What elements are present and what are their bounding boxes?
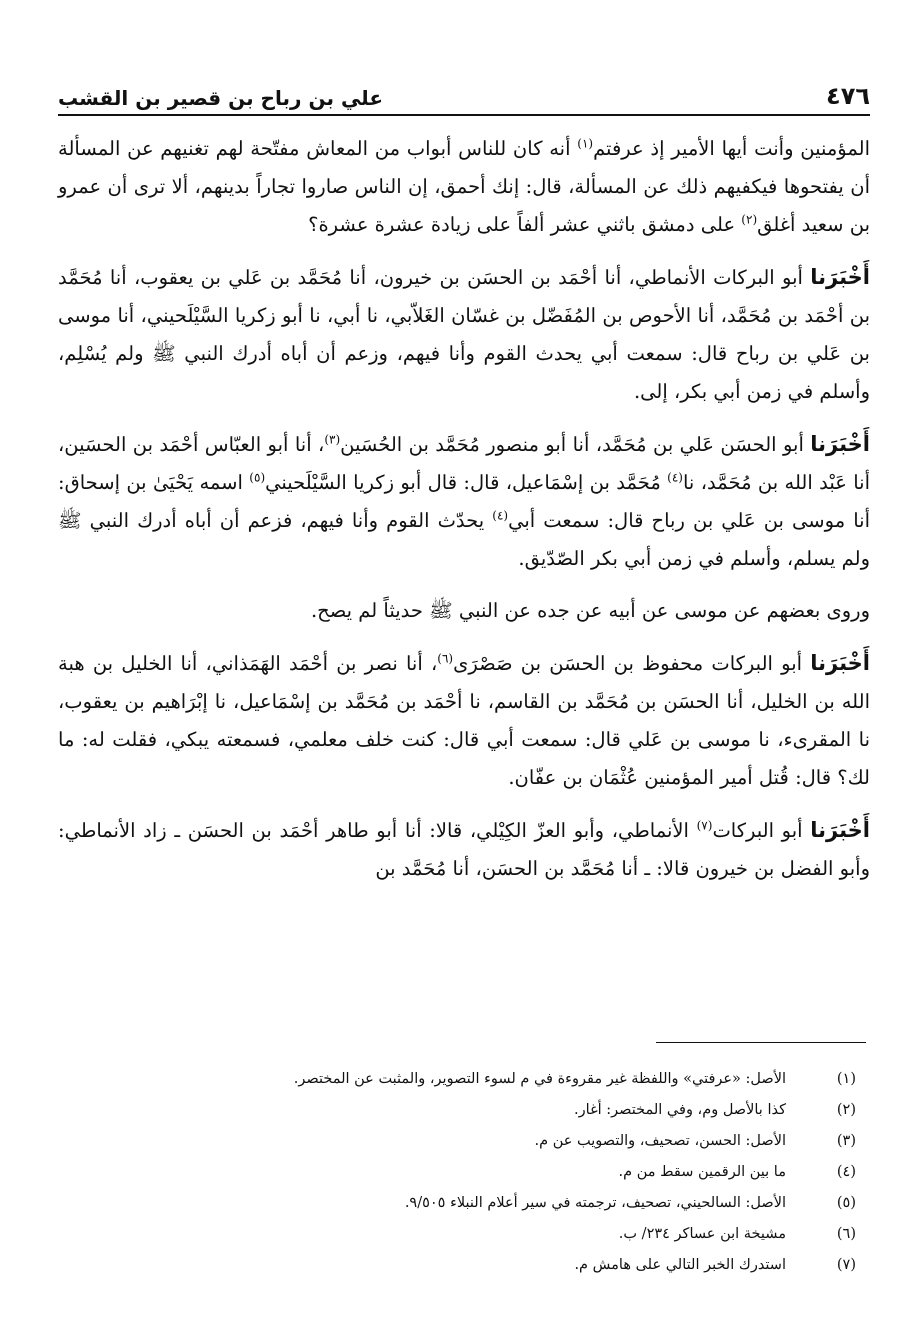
footnote-text: استدرك الخبر التالي على هامش م. xyxy=(574,1257,786,1273)
footnote-ref[interactable]: (٣) xyxy=(324,432,341,447)
footnote-ref[interactable]: (٥) xyxy=(249,470,266,485)
text-run: مُحَمَّد بن إسْمَاعيل، قال: قال أبو زكريا السَّيْلَحيني xyxy=(265,471,668,494)
footnote-item xyxy=(58,1219,870,1250)
paragraph-4: وروى بعضهم عن موسى عن أبيه عن جده عن النبي ﷺ حديثاً لم يصح. xyxy=(310,599,870,622)
akhbarana-keyword: أَخْبَرَنا xyxy=(810,432,871,456)
page-number: ٤٧٦ xyxy=(826,82,870,110)
footnote-number: (٥) xyxy=(836,1195,856,1211)
text-run: الأنماطي، وأبو العزّ الكِيْلي، قالا: أنا أبو طاهر أحْمَد بن الحسَن ـ زاد الأنماطي: وأبو الفضل بن خيرون قالا: ـ أنا مُحَمَّد بن الحسَن، أنا مُحَمَّد بن xyxy=(58,819,870,880)
paragraph-6 xyxy=(58,811,870,888)
footnote-ref[interactable]: (٤) xyxy=(667,470,683,485)
text-run: ، أنا أبو العبّاس أحْمَد بن الحسَين، أنا عَبْد الله بن مُحَمَّد، نا xyxy=(58,433,871,494)
footnote-text: الأصل: الحسن، تصحيف، والتصويب عن م. xyxy=(534,1133,786,1149)
text-run: أنه كان للناس أبواب من المعاش مفتّحة لهم تغنيهم عن المسألة أن يفتحوها فيكفيهم ذلك عن المسألة، قال: إنك أحمق، إن الناس صاروا تجاراً بدينهم، ألا ترى أن عمرو بن سعيد أغلق xyxy=(58,137,870,236)
text-run: أبو الحسَن عَلي بن مُحَمَّد، أنا أبو منصور مُحَمَّد بن الحُسَين xyxy=(340,433,811,456)
footnote-ref[interactable]: (٦) xyxy=(437,651,454,666)
footnote-number: (٢) xyxy=(836,1102,856,1118)
text-run: أبو البركات الأنماطي، أنا أحْمَد بن الحسَن بن خيرون، أنا مُحَمَّد بن عَلي بن يعقوب، أنا مُحَمَّد بن أحْمَد بن مُحَمَّد، أنا الأحوص بن المُفَضّل بن غسّان الغَلاّبي، نا أبي، نا أبو زكريا السَّيْلَحيني، أنا موسى بن عَلي بن رباح قال: سمعت أبي يحدث القوم وأنا فيهم، وزعم أن أباه أدرك النبي ﷺ ولم يُسْلِم، وأسلم في زمن أبي بكر، إلى. xyxy=(58,266,870,403)
akhbarana-keyword: أَخْبَرَنا xyxy=(810,651,871,675)
footnote-ref[interactable]: (٧) xyxy=(696,818,713,833)
running-title: علي بن رباح بن قصير بن القشب xyxy=(58,86,383,110)
footnote-text: كذا بالأصل وم، وفي المختصر: أغار. xyxy=(574,1102,786,1118)
footnote-item xyxy=(58,1157,870,1188)
main-text xyxy=(58,130,870,902)
footnote-separator xyxy=(656,1042,866,1043)
akhbarana-keyword: أَخْبَرَنا xyxy=(810,265,870,289)
footnote-ref[interactable]: (٤) xyxy=(492,508,509,523)
footnote-item xyxy=(58,1064,870,1095)
paragraph-2 xyxy=(58,258,870,411)
footnote-text: الأصل: السالحيني، تصحيف، ترجمته في سير أعلام النبلاء ٩/٥٠٥. xyxy=(404,1195,786,1211)
footnote-number: (٧) xyxy=(836,1257,856,1273)
paragraph-3 xyxy=(58,425,870,578)
paragraph-1 xyxy=(58,130,870,244)
text-run: اسمه يَحْيَىٰ بن إسحاق: أنا موسى بن عَلي بن رباح قال: سمعت أبي xyxy=(58,471,871,532)
paragraph-5 xyxy=(58,644,870,797)
footnote-ref[interactable]: (١) xyxy=(577,136,594,151)
text-run: أبو البركات محفوظ بن الحسَن بن صَصْرَى xyxy=(453,652,811,675)
footnote-number: (٣) xyxy=(836,1133,856,1149)
footnote-text: مشيخة ابن عساكر ٢٣٤/ ب. xyxy=(618,1226,786,1242)
footnote-text: ما بين الرقمين سقط من م. xyxy=(618,1164,786,1180)
text-run: يحدّث القوم وأنا فيهم، فزعم أن أباه أدرك النبي ﷺ ولم يسلم، وأسلم في زمن أبي بكر الصّدّيق. xyxy=(58,509,870,570)
footnote-number: (٦) xyxy=(836,1226,856,1242)
footnote-text: الأصل: «عرفتي» واللفظة غير مقروءة في م لسوء التصوير، والمثبت عن المختصر. xyxy=(293,1071,786,1087)
footnote-ref[interactable]: (٢) xyxy=(741,212,758,227)
text-run: أبو البركات xyxy=(712,819,811,842)
text-run: ، أنا نصر بن أحْمَد الهَمَذاني، أنا الخليل بن هبة الله بن الخليل، أنا الحسَن بن مُحَمَّد بن القاسم، نا أحْمَد بن مُحَمَّد بن إسْمَاعيل، نا إبْرَاهيم بن يعقوب، نا المقرىء، نا موسى بن عَلي قال: سمعت أبي قال: كنت خلف معلمي، فسمعته يبكي، فقلت له: ما لك؟ قال: قُتل أمير المؤمنين عُثْمَان بن عفّان. xyxy=(58,652,870,789)
footnote-item xyxy=(58,1126,870,1157)
text-run: المؤمنين وأنت أيها الأمير إذ عرفتم xyxy=(593,137,870,160)
footnote-number: (٤) xyxy=(836,1164,856,1180)
page-header xyxy=(58,70,870,116)
footnote-item xyxy=(58,1250,870,1281)
footnotes xyxy=(58,1064,870,1281)
text-run: على دمشق باثني عشر ألفاً على زيادة عشرة عشرة؟ xyxy=(308,213,742,236)
akhbarana-keyword: أَخْبَرَنا xyxy=(810,818,870,842)
footnote-item xyxy=(58,1188,870,1219)
footnote-number: (١) xyxy=(836,1071,856,1087)
footnote-item xyxy=(58,1095,870,1126)
